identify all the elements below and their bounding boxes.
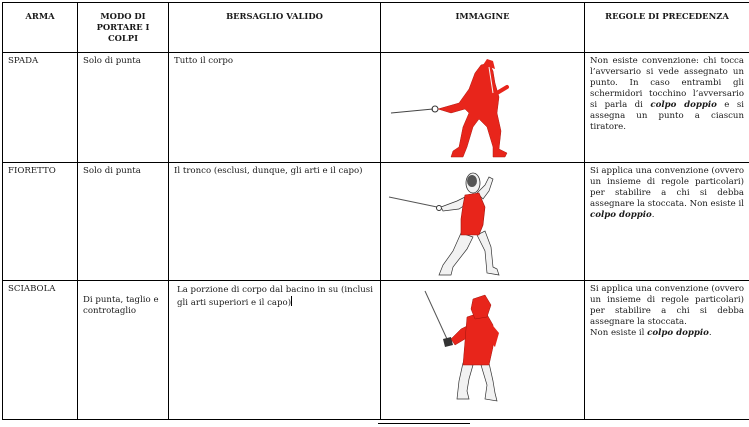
cell-modo: Di punta, taglio e controtaglio <box>78 281 169 420</box>
bottom-rule <box>378 423 470 424</box>
cell-bersaglio: Il tronco (esclusi, dunque, gli arti e il capo) <box>169 163 381 281</box>
header-immagine: IMMAGINE <box>381 3 585 53</box>
cell-regole: Si applica una convenzione (ovvero un insieme di regole particolari) per stabilire a chi si debba assegnare la stoccata. Non esiste il colpo doppio. <box>585 163 749 281</box>
header-arma: ARMA <box>3 3 78 53</box>
term-colpo-doppio: colpo doppio <box>590 210 652 220</box>
cell-immagine <box>381 163 585 281</box>
table-row-sciabola <box>3 281 749 420</box>
term-colpo-doppio: colpo doppio <box>650 100 717 110</box>
epee-fencer-icon <box>381 53 585 163</box>
header-bersaglio: BERSAGLIO VALIDO <box>169 3 381 53</box>
cell-modo: Solo di punta <box>78 53 169 163</box>
cell-immagine <box>381 281 585 420</box>
cell-bersaglio: Tutto il corpo <box>169 53 381 163</box>
term-colpo-doppio: colpo doppio <box>647 328 709 338</box>
cell-regole: Si applica una convenzione (ovvero un insieme di regole particolari) per stabilire a chi si debba assegnare la stoccata. Non esiste il colpo doppio. <box>585 281 749 420</box>
table-row-spada <box>3 53 749 163</box>
cell-arma: SPADA <box>3 53 78 163</box>
sabre-fencer-icon <box>381 281 585 409</box>
cell-immagine <box>381 53 585 163</box>
table-row-fioretto <box>3 163 749 281</box>
cell-arma: SCIABOLA <box>3 281 78 420</box>
cell-bersaglio: La porzione di corpo dal bacino in su (inclusi gli arti superiori e il capo) <box>169 281 381 420</box>
cell-arma: FIORETTO <box>3 163 78 281</box>
header-row <box>3 3 749 53</box>
text-cursor <box>291 296 292 306</box>
cell-modo: Solo di punta <box>78 163 169 281</box>
foil-fencer-icon <box>381 163 585 281</box>
fencing-weapons-table <box>2 2 749 420</box>
header-modo: MODO DI PORTARE I COLPI <box>78 3 169 53</box>
cell-regole: Non esiste convenzione: chi tocca l’avversario si vede assegnato un punto. In caso entrambi gli schermidori tocchino l’avversario si parla di colpo doppio e si assegna un punto a ciascun tiratore. <box>585 53 749 163</box>
header-regole: REGOLE DI PRECEDENZA <box>585 3 749 53</box>
